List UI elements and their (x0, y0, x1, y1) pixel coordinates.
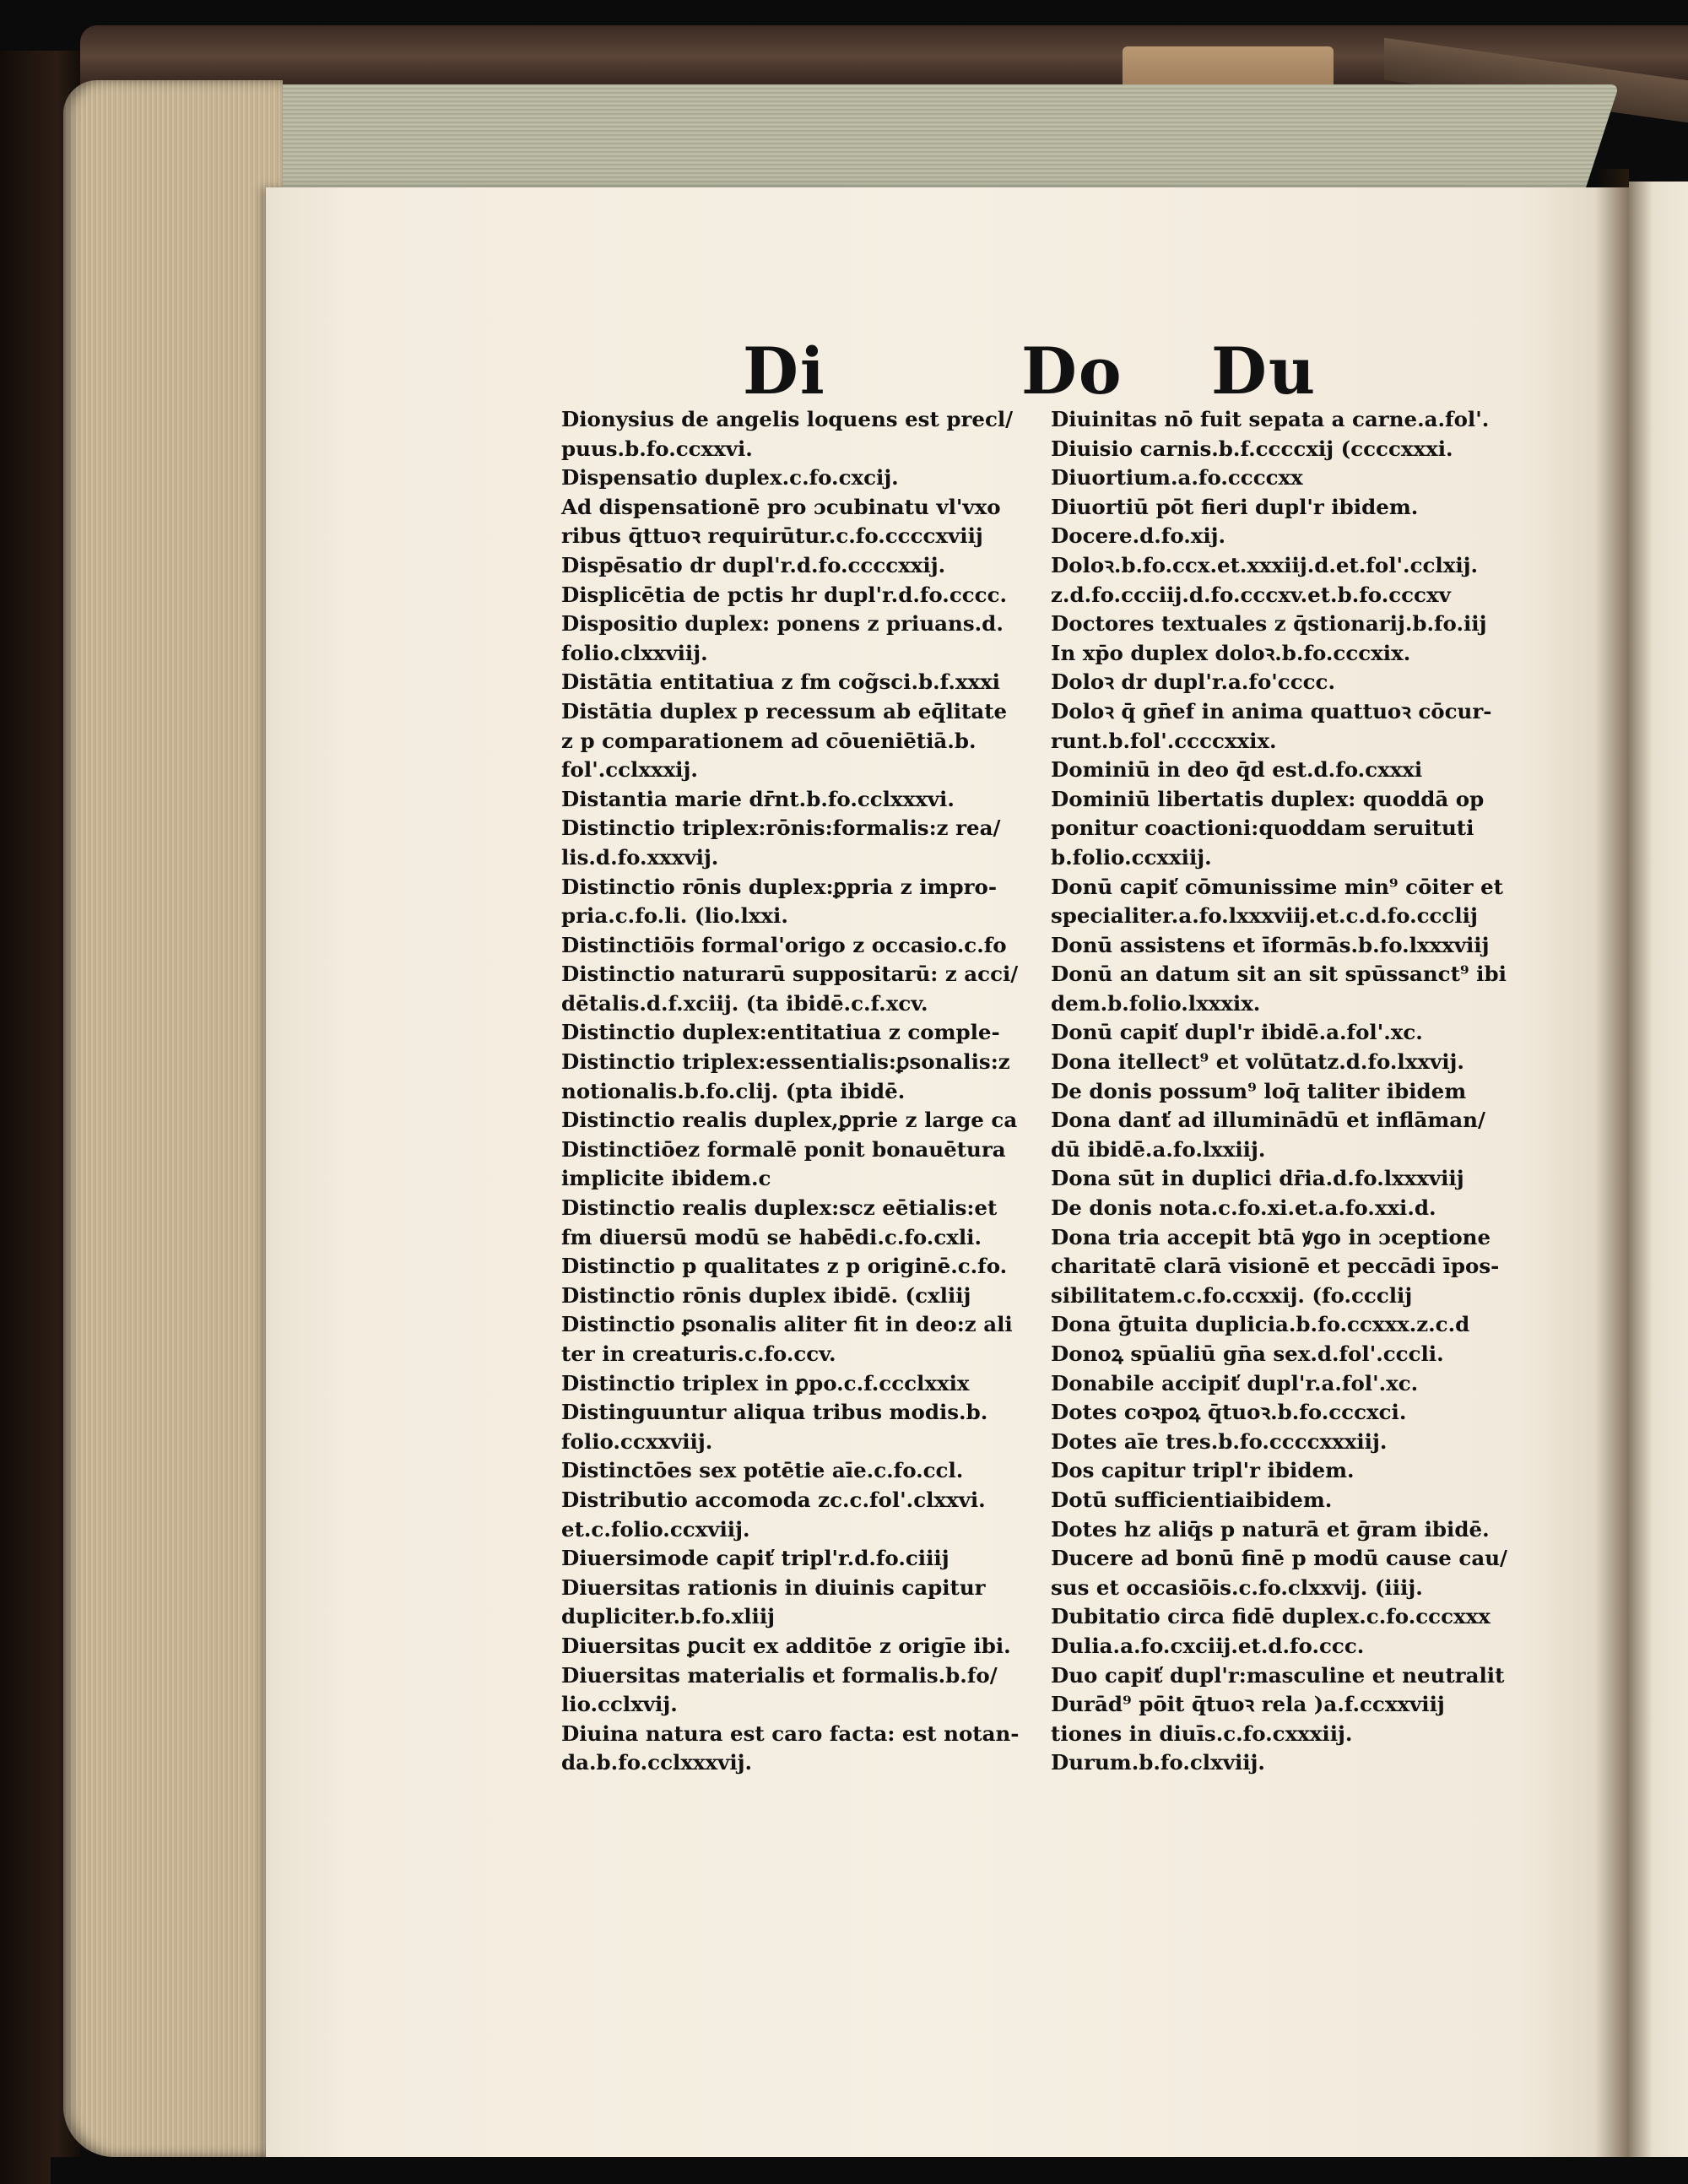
index-entry-line: Dominiū in deo q̄d est.d.fo.cxxxi (1051, 757, 1423, 783)
index-entry-line: Distinctiōis formal'origo z occasio.c.fo (561, 932, 1007, 957)
index-entry-line: ter in creaturis.c.fo.ccv. (561, 1341, 836, 1366)
index-column-left (561, 405, 1034, 1778)
page-block-fore-edge (63, 80, 283, 2157)
index-entry-line: ribus q̄ttuoꝛ requirūtur.c.fo.ccccxviij (561, 523, 983, 549)
index-entry-line: Distributio accomoda zc.c.fol'.clxxvi. (561, 1487, 986, 1512)
index-entry-line: da.b.fo.cclxxxvij. (561, 1750, 753, 1775)
index-entry-line: Dotes aīe tres.b.fo.ccccxxxiij. (1051, 1428, 1388, 1454)
index-entry-line: Ad dispensationē pro ɔcubinatu vl'vxo (561, 494, 1001, 519)
index-entry-line: Donū assistens et īformās.b.fo.lxxxviij (1051, 932, 1490, 957)
index-entry-line: Dotes hz aliq̄s p naturā et ḡram ibidē. (1051, 1516, 1490, 1542)
index-entry-line: Distātia duplex p recessum ab eq̄litate (561, 698, 1008, 723)
index-entry-line: Dulia.a.fo.cxciij.et.d.fo.ccc. (1051, 1633, 1365, 1658)
index-entry-line: Donū capiť dupl'r ibidē.a.fol'.xc. (1051, 1020, 1423, 1045)
index-entry-line: charitatē clarā visionē et peccādi īpos- (1051, 1254, 1500, 1279)
index-entry-line: Duo capiť dupl'r:masculine et neutralit (1051, 1662, 1505, 1688)
index-entry-line: fm diuersū modū se habēdi.c.fo.cxli. (561, 1224, 982, 1249)
index-entry-line: Donoꝝ spūaliū gn̄a sex.d.fol'.cccli. (1051, 1341, 1444, 1366)
index-entry-line: implicite ibidem.c (561, 1166, 771, 1191)
index-entry-line: Docere.d.fo.xij. (1051, 523, 1226, 549)
index-entry-line: Dona tria accepit btā ꝟgo in ɔceptione (1051, 1224, 1491, 1249)
index-entry-line: Distātia entitatiua z fm cog̃sci.b.f.xxxi (561, 669, 1000, 695)
index-entry-line: Dona ḡtuita duplicia.b.fo.ccxxx.z.c.d (1051, 1312, 1470, 1337)
index-entry-line: fol'.cclxxxij. (561, 757, 698, 783)
index-entry-line: puus.b.fo.ccxxvi. (561, 436, 753, 461)
index-entry-line: Distinctōes sex potētie aīe.c.fo.ccl. (561, 1458, 964, 1483)
index-entry-line: Doloꝛ.b.fo.ccx.et.xxxiij.d.et.fol'.cclxij. (1051, 552, 1479, 577)
index-entry-line: Distinctio triplex:rōnis:formalis:z rea/ (561, 816, 1001, 841)
index-column-right (1051, 405, 1523, 1778)
index-entry-line: Dominiū libertatis duplex: quoddā op (1051, 786, 1485, 811)
index-entry-line: Diuisio carnis.b.f.ccccxij (ccccxxxi. (1051, 436, 1453, 461)
running-head-3: Du (1211, 333, 1317, 409)
index-entry-line: folio.ccxxviij. (561, 1428, 713, 1454)
index-entry-line: De donis possum⁹ loq̄ taliter ibidem (1051, 1078, 1467, 1103)
index-entry-line: Dona sūt in duplici dr̄ia.d.fo.lxxxviij (1051, 1166, 1464, 1191)
index-entry-line: Durād⁹ pōit q̄tuoꝛ rela )a.f.ccxxviij (1051, 1692, 1445, 1717)
index-entry-line: Distinctio triplex:essentialis:ꝑsonalis:z (561, 1049, 1010, 1075)
index-entry-line: Dispensatio duplex.c.fo.cxcij. (561, 465, 899, 490)
index-entry-line: Diuersitas ꝑucit ex additōe z origīe ibi. (561, 1633, 1011, 1658)
index-entry-line: z p comparationem ad cōueniētiā.b. (561, 728, 977, 753)
index-entry-line: tiones in diuīs.c.fo.cxxxiij. (1051, 1721, 1353, 1746)
index-entry-line: Doctores textuales z q̄stionarij.b.fo.iij (1051, 611, 1487, 637)
index-entry-line: dū ibidē.a.fo.lxxiij. (1051, 1136, 1266, 1162)
index-entry-line: In xp̄o duplex doloꝛ.b.fo.cccxix. (1051, 640, 1411, 665)
index-entry-line: De donis nota.c.fo.xi.et.a.fo.xxi.d. (1051, 1195, 1436, 1221)
index-entry-line: ponitur coactioni:quoddam seruituti (1051, 816, 1474, 841)
index-entry-line: Distinctio p qualitates z p originē.c.fo. (561, 1254, 1008, 1279)
index-entry-line: Doloꝛ q̄ gn̄ef in anima quattuoꝛ cōcur- (1051, 698, 1492, 723)
running-head-1: Di (743, 333, 826, 409)
index-entry-line: Dona danť ad illuminādū et inflāman/ (1051, 1108, 1485, 1133)
index-entry-line: dētalis.d.f.xciij. (ta ibidē.c.f.xcv. (561, 990, 928, 1016)
index-entry-line: Dionysius de angelis loquens est precl/ (561, 407, 1014, 431)
index-entry-line: Durum.b.fo.clxviij. (1051, 1750, 1265, 1775)
index-entry-line: Distinctio realis duplex,ꝑprie z large ca (561, 1108, 1018, 1133)
index-entry-line: Dubitatio circa fidē duplex.c.fo.cccxxx (1051, 1604, 1491, 1629)
index-entry-line: Donabile accipiť dupl'r.a.fol'.xc. (1051, 1370, 1419, 1395)
index-entry-line: Diuina natura est caro facta: est notan- (561, 1721, 1020, 1746)
index-entry-line: b.folio.ccxxiij. (1051, 844, 1212, 870)
index-entry-line: lio.cclxvij. (561, 1692, 678, 1717)
index-entry-line: Dispositio duplex: ponens z priuans.d. (561, 611, 1004, 637)
index-entry-line: Distinctiōez formalē ponit bonauētura (561, 1136, 1006, 1162)
index-entry-line: z.d.fo.ccciij.d.fo.cccxv.et.b.fo.cccxv (1051, 582, 1451, 607)
index-entry-line: Dispēsatio dr dupl'r.d.fo.ccccxxij. (561, 552, 946, 577)
index-entry-line: Distinctio ꝑsonalis aliter fit in deo:z ali (561, 1312, 1013, 1337)
index-entry-line: Diuersitas materialis et formalis.b.fo/ (561, 1662, 998, 1688)
index-entry-line: Distinctio realis duplex:scz eētialis:et (561, 1195, 998, 1221)
index-entry-line: Distinguuntur aliqua tribus modis.b. (561, 1400, 988, 1425)
page-gutter-shadow (1595, 169, 1629, 2170)
running-head-2: Do (1021, 333, 1123, 409)
index-entry-line: runt.b.fol'.ccccxxix. (1051, 728, 1277, 753)
index-entry-line: specialiter.a.fo.lxxxviij.et.c.d.fo.ccclij (1051, 903, 1478, 929)
index-entry-line: Distinctio rōnis duplex:ꝑpria z impro- (561, 874, 998, 899)
index-entry-line: Dos capitur tripl'r ibidem. (1051, 1458, 1355, 1483)
index-entry-line: Distinctio naturarū suppositarū: z acci/ (561, 962, 1019, 987)
index-entry-line: Diuersimode capiť tripl'r.d.fo.ciiij (561, 1546, 950, 1571)
index-entry-line: Diuinitas nō fuit sepata a carne.a.fol'. (1051, 407, 1490, 431)
index-entry-line: dem.b.folio.lxxxix. (1051, 990, 1261, 1016)
index-entry-line: Doloꝛ dr dupl'r.a.fo'cccc. (1051, 669, 1336, 695)
index-entry-line: folio.clxxviij. (561, 640, 708, 665)
index-entry-line: Dona itellect⁹ et volūtatz.d.fo.lxxvij. (1051, 1049, 1464, 1075)
index-entry-line: sus et occasiōis.c.fo.clxxvij. (iiij. (1051, 1574, 1423, 1600)
index-entry-line: pria.c.fo.li. (lio.lxxi. (561, 903, 788, 929)
index-entry-line: et.c.folio.ccxviij. (561, 1516, 750, 1542)
index-entry-line: Dotū sufficientiaibidem. (1051, 1487, 1333, 1512)
index-entry-line: lis.d.fo.xxxvij. (561, 844, 719, 870)
index-entry-line: Donū an datum sit an sit spūssanct⁹ ibi (1051, 962, 1507, 987)
index-entry-line: Diuersitas rationis in diuinis capitur (561, 1574, 986, 1600)
index-entry-line: Displicētia de pctis hr dupl'r.d.fo.cccc. (561, 582, 1008, 607)
index-entry-line: Donū capiť cōmunissime min⁹ cōiter et (1051, 874, 1503, 899)
index-entry-line: Distinctio rōnis duplex ibidē. (cxliij (561, 1282, 971, 1308)
index-entry-line: Distantia marie dr̄nt.b.fo.cclxxxvi. (561, 786, 955, 811)
bottom-shadow (51, 2157, 1688, 2184)
index-entry-line: notionalis.b.fo.clij. (pta ibidē. (561, 1078, 906, 1103)
index-entry-line: Diuortiū pōt fieri dupl'r ibidem. (1051, 494, 1419, 519)
facing-page (1629, 182, 1688, 2161)
index-entry-line: Ducere ad bonū finē p modū cause cau/ (1051, 1546, 1507, 1571)
index-entry-line: Distinctio duplex:entitatiua z comple- (561, 1020, 1000, 1045)
index-entry-line: dupliciter.b.fo.xliij (561, 1604, 776, 1629)
index-entry-line: Distinctio triplex in ꝑpo.c.f.ccclxxix (561, 1370, 970, 1395)
index-entry-line: Dotes coꝛpoꝝ q̄tuoꝛ.b.fo.cccxci. (1051, 1400, 1407, 1425)
index-entry-line: sibilitatem.c.fo.ccxxij. (fo.ccclij (1051, 1282, 1413, 1308)
index-entry-line: Diuortium.a.fo.ccccxx (1051, 465, 1303, 490)
